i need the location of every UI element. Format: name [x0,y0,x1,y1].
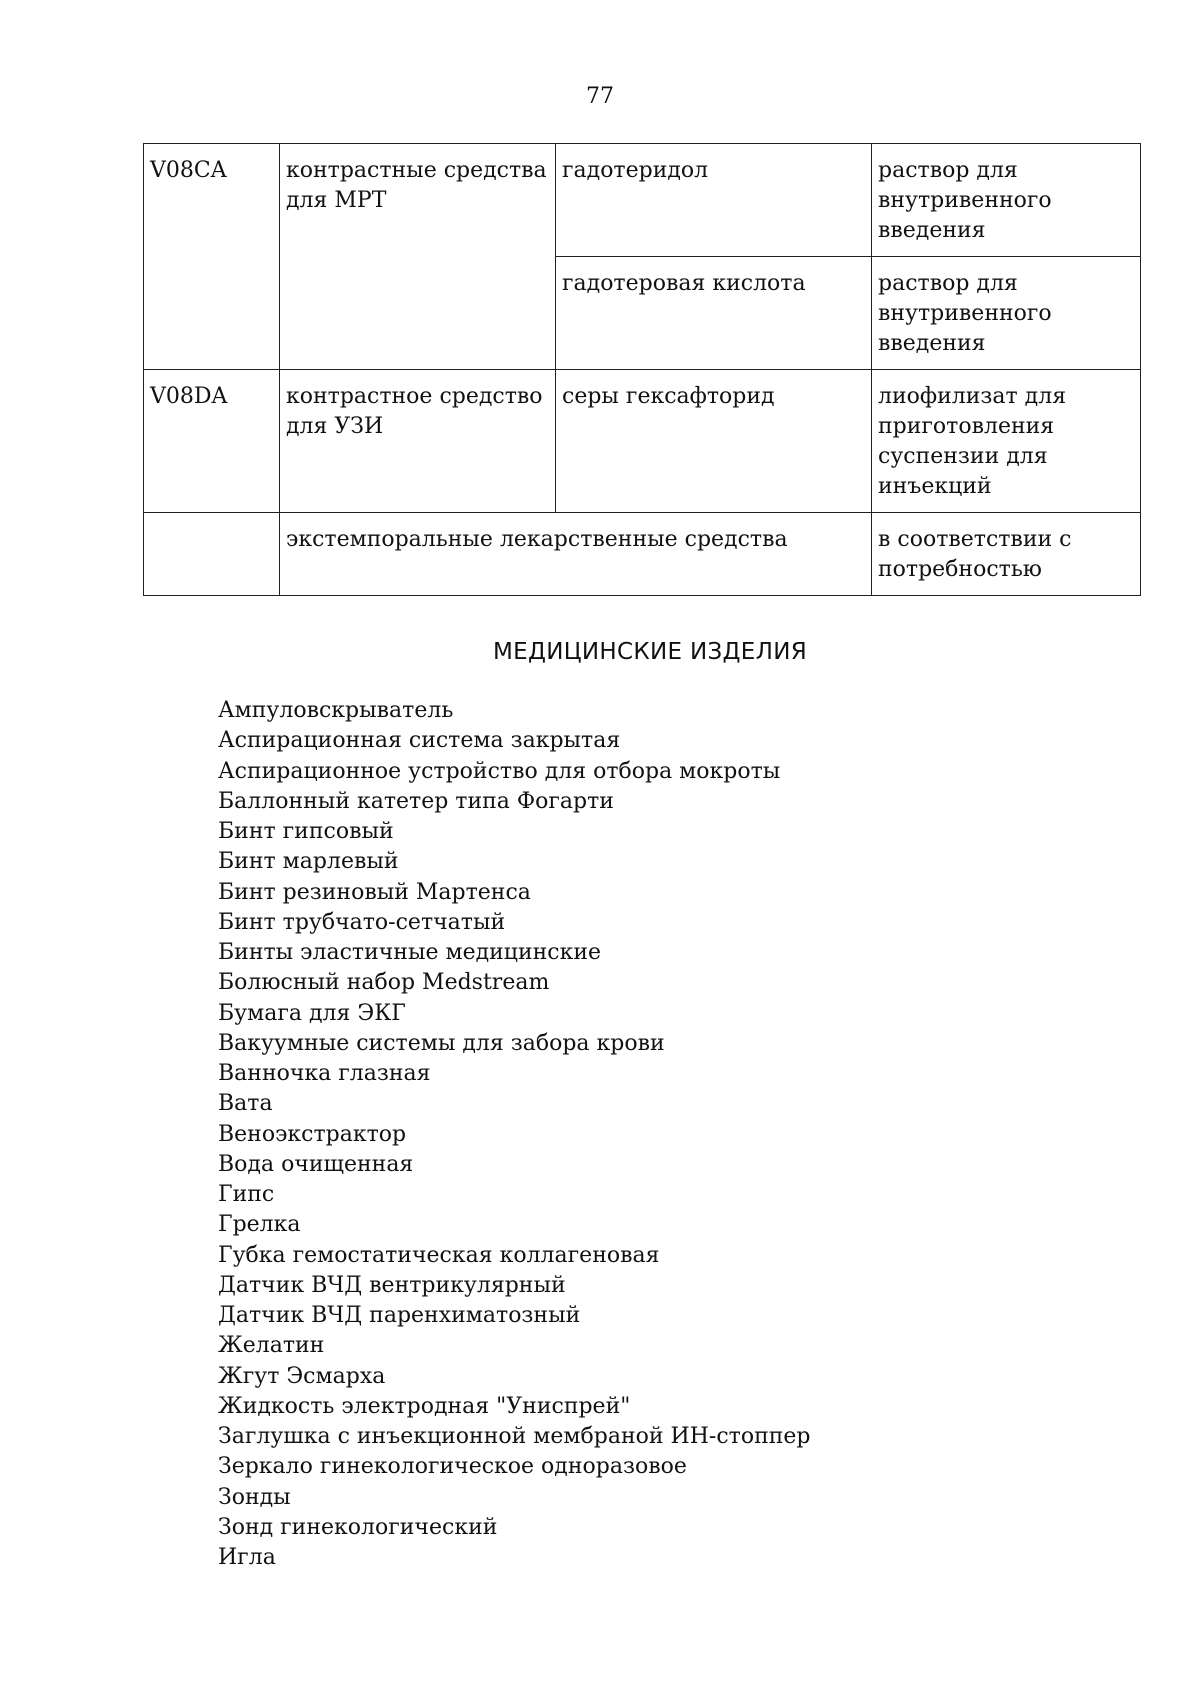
list-item: Аспирационное устройство для отбора мокроты [218,758,781,784]
list-item: Заглушка с инъекционной мембраной ИН-стоппер [218,1424,811,1449]
dosage-form-cell: лиофилизат для приготовления суспензии для инъекций [872,370,1141,513]
list-item: Зеркало гинекологическое одноразовое [218,1454,687,1480]
list-item: Игла [218,1545,276,1570]
medical-devices-list [218,696,811,1573]
drug-group-cell: экстемпоральные лекарственные средства [280,513,872,596]
list-item: Жгут Эсмарха [218,1363,386,1389]
list-item: Гипс [218,1182,275,1207]
table-row [144,513,1141,596]
dosage-form-cell: в соответствии с потребностью [872,513,1141,596]
list-item: Бинт марлевый [218,849,399,875]
list-item: Веноэкстрактор [218,1121,407,1147]
list-item: Бинты эластичные медицинские [218,940,602,965]
drug-group-cell: контрастное средство для УЗИ [280,370,556,513]
dosage-form-cell: раствор для внутривенного введения [872,257,1141,370]
atc-code-cell: V08DA [144,370,280,513]
page-number: 77 [586,84,614,109]
substance-cell: гадотеровая кислота [556,257,872,370]
list-item: Баллонный катетер типа Фогарти [218,788,614,814]
list-item: Жидкость электродная "Униспрей" [218,1393,631,1419]
list-item: Бинт резиновый Мартенса [218,879,531,905]
list-item: Ампуловскрыватель [218,698,454,723]
list-item: Желатин [218,1333,325,1359]
section-title: МЕДИЦИНСКИЕ ИЗДЕЛИЯ [493,639,807,665]
list-item: Вата [218,1091,273,1117]
list-item: Болюсный набор Medstream [218,970,550,996]
atc-code-cell: V08CA [144,144,280,370]
list-item: Бумага для ЭКГ [218,1000,406,1026]
list-item: Губка гемостатическая коллагеновая [218,1242,660,1268]
list-item: Зонды [218,1484,291,1510]
drug-group-cell: контрастные средства для МРТ [280,144,556,370]
list-item: Ванночка глазная [218,1061,431,1086]
substance-cell: серы гексафторид [556,370,872,513]
list-item: Зонд гинекологический [218,1514,498,1540]
list-item: Бинт гипсовый [218,819,394,844]
drug-table [143,143,1141,596]
atc-code-cell [144,513,280,596]
list-item: Вакуумные системы для забора крови [218,1030,665,1056]
table-row [144,144,1141,257]
list-item: Грелка [218,1212,301,1238]
list-item: Датчик ВЧД вентрикулярный [218,1272,566,1298]
list-item: Бинт трубчато-сетчатый [218,909,506,935]
table-row [144,370,1141,513]
dosage-form-cell: раствор для внутривенного введения [872,144,1141,257]
list-item: Вода очищенная [218,1151,414,1177]
list-item: Аспирационная система закрытая [218,728,621,754]
substance-cell: гадотеридол [556,144,872,257]
list-item: Датчик ВЧД паренхиматозный [218,1303,581,1328]
